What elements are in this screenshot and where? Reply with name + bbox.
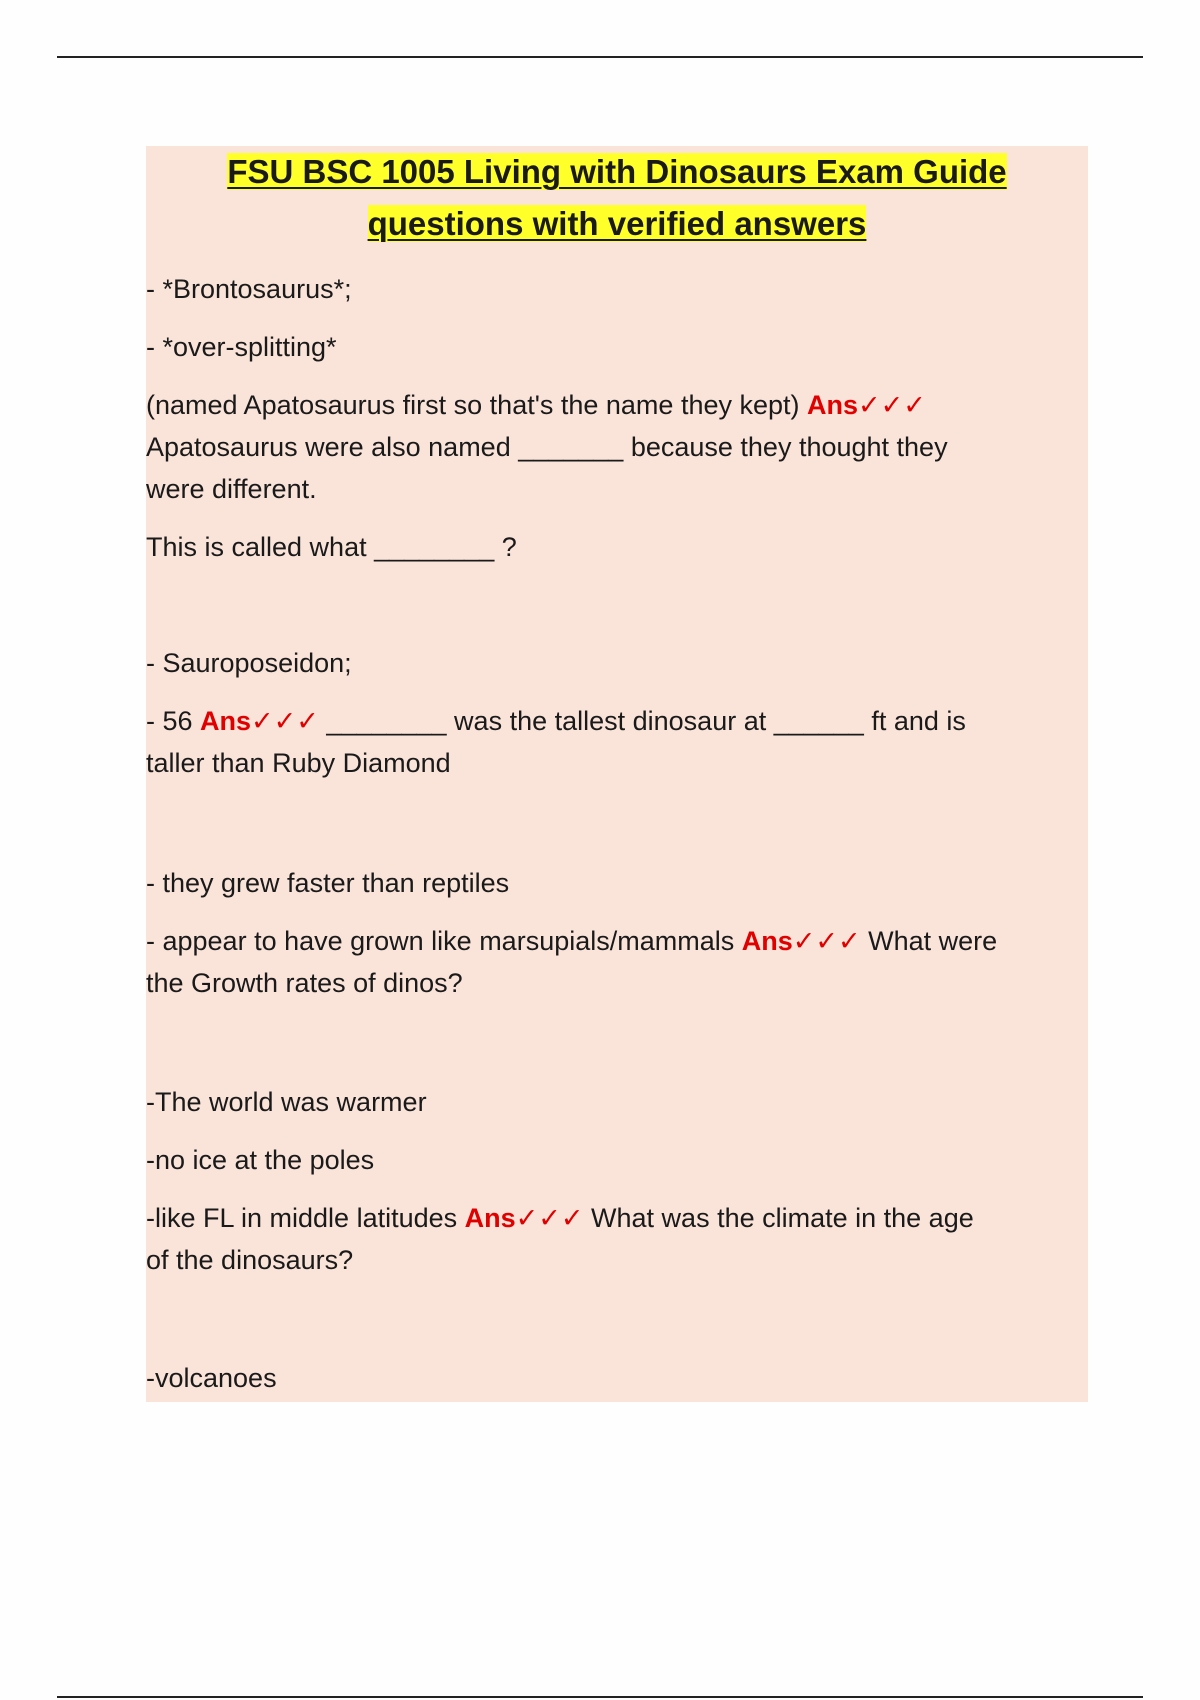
question-line: were different. <box>146 474 317 504</box>
title-line-1: FSU BSC 1005 Living with Dinosaurs Exam Guide <box>227 153 1007 190</box>
answer-line: -no ice at the poles <box>146 1145 375 1175</box>
question-text: What were <box>860 926 998 956</box>
title-line-2: questions with verified answers <box>367 205 867 242</box>
answer-line: -volcanoes <box>146 1363 277 1393</box>
ans-label: Ans <box>741 926 793 956</box>
answer-line: - *over-splitting* <box>146 332 337 362</box>
answer-text: -like FL in middle latitudes <box>146 1203 465 1233</box>
question-line: Apatosaurus were also named _______ because they thought they <box>146 432 948 462</box>
answer-line: - they grew faster than reptiles <box>146 868 510 898</box>
question-line: of the dinosaurs? <box>146 1245 354 1275</box>
answer-line <box>146 384 1088 426</box>
answer-line: -The world was warmer <box>146 1087 427 1117</box>
header-rule <box>57 56 1143 58</box>
answer-line <box>146 1197 1088 1239</box>
ans-label: Ans <box>464 1203 516 1233</box>
answer-text: (named Apatosaurus first so that's the name they kept) <box>146 390 807 420</box>
question-line: the Growth rates of dinos? <box>146 968 463 998</box>
answer-text: - 56 <box>146 706 201 736</box>
question-text: ________ was the tallest dinosaur at ______ ft and is <box>318 706 966 736</box>
ans-label: Ans <box>807 390 859 420</box>
question-line: taller than Ruby Diamond <box>146 748 451 778</box>
footer-rule <box>57 1696 1143 1698</box>
check-marks-icon: ✓✓✓ <box>858 390 926 420</box>
answer-line <box>146 920 1088 962</box>
check-marks-icon: ✓✓✓ <box>515 1203 584 1233</box>
document-title <box>146 146 1088 250</box>
check-marks-icon: ✓✓✓ <box>792 926 861 956</box>
answer-text: - appear to have grown like marsupials/mammals <box>146 926 742 956</box>
answer-line: - Sauroposeidon; <box>146 648 352 678</box>
question-line: This is called what ________ ? <box>146 532 517 562</box>
check-marks-icon: ✓✓✓ <box>251 706 319 736</box>
document-body <box>146 146 1088 1402</box>
question-text: What was the climate in the age <box>583 1203 974 1233</box>
answer-line <box>146 700 1088 742</box>
ans-label: Ans <box>200 706 252 736</box>
answer-line: - *Brontosaurus*; <box>146 274 352 304</box>
